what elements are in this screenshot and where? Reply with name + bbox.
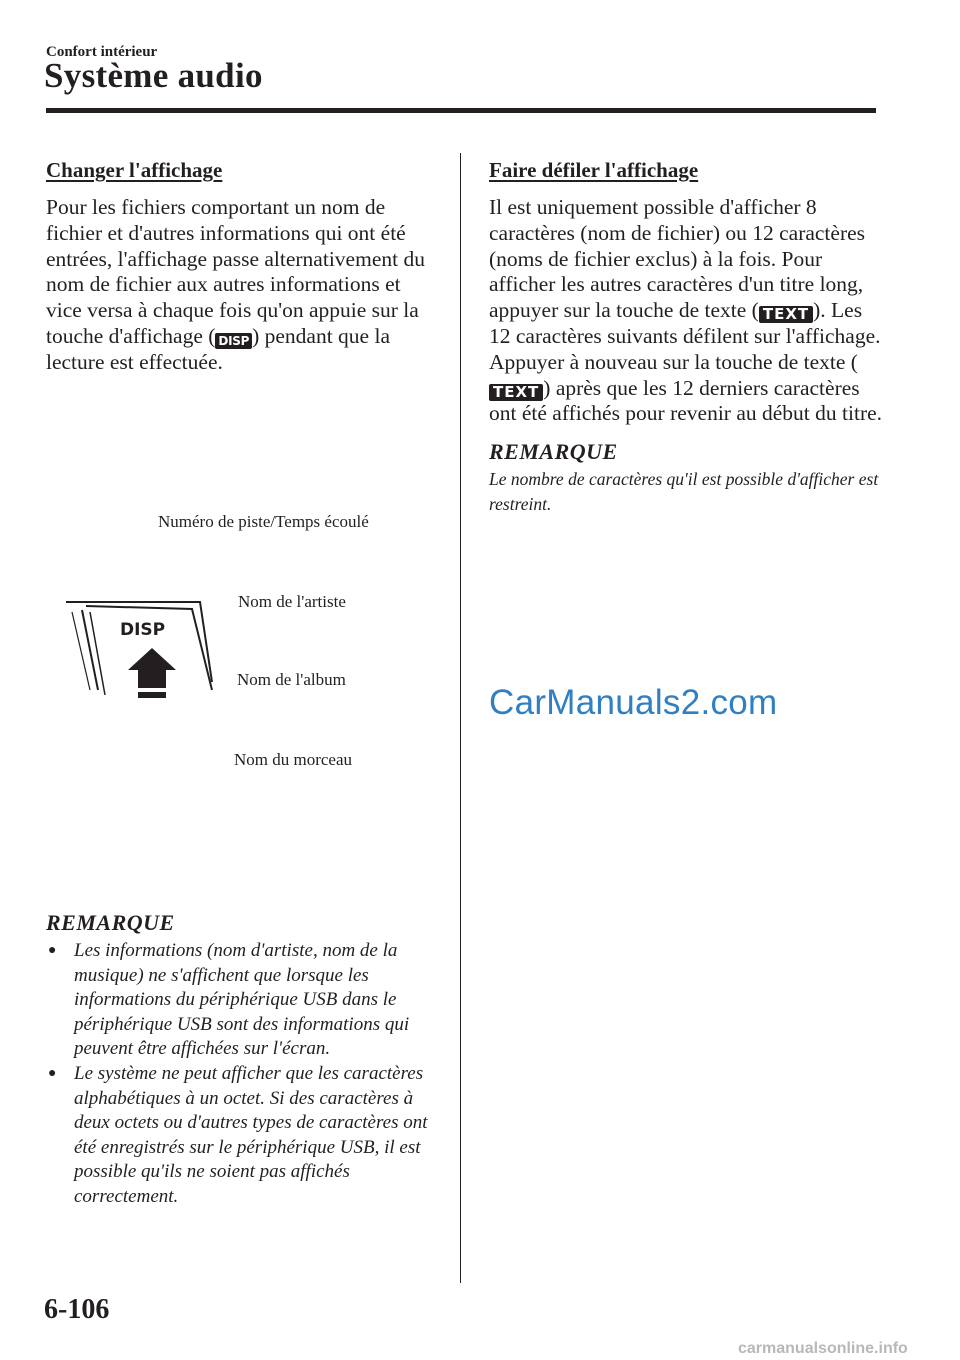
remark-text: Le système ne peut afficher que les caractères alphabétiques à un octet. Si des caractères à deux octets ou d'autres types de caractères ont été enregistrés sur le périphérique USB, il est possible qu'ils ne soient pas affichés correctement. xyxy=(74,1062,428,1207)
section-heading-change-display: Changer l'affichage xyxy=(46,158,223,182)
paragraph-text: ). Les 12 caractères suivants défilent sur l'affichage. Appuyer à nouveau sur la touche de texte ( xyxy=(489,298,881,374)
scroll-display-paragraph xyxy=(489,195,884,427)
text-key-icon: TEXT xyxy=(759,306,813,323)
disp-key-icon: DISP xyxy=(215,333,252,349)
column-divider xyxy=(460,153,461,1283)
section-label: Confort intérieur xyxy=(46,44,158,60)
remark-list xyxy=(46,939,446,1210)
page-number: 6-106 xyxy=(44,1294,110,1325)
page-title: Système audio xyxy=(44,56,263,95)
remark-heading: REMARQUE xyxy=(46,910,175,935)
bullet-icon: ● xyxy=(48,943,57,958)
label-track-elapsed: Numéro de piste/Temps écoulé xyxy=(158,512,369,531)
disp-button-illustration xyxy=(60,590,240,800)
section-heading-scroll-display: Faire défiler l'affichage xyxy=(489,158,699,182)
footer-site-watermark: carmanualsonline.info xyxy=(738,1340,908,1357)
remark-text: Les informations (nom d'artiste, nom de la musique) ne s'affichent que lorsque les informations du périphérique USB dans le périphérique USB sont des informations qui peuvent être affichées sur l'écran. xyxy=(74,940,410,1060)
left-remark xyxy=(46,910,446,1210)
text-key-icon: TEXT xyxy=(489,384,543,401)
remark-heading: REMARQUE xyxy=(489,439,618,465)
disp-button-label: DISP xyxy=(120,620,166,640)
change-display-paragraph xyxy=(46,195,441,376)
paragraph-text: Pour les fichiers comportant un nom de fichier et d'autres informations qui ont été entrées, l'affichage passe alternativement du nom de fichier aux autres informations et vice versa à chaque fois qu'on appuie sur la touche d'affichage ( xyxy=(46,195,425,348)
remark-item xyxy=(46,939,446,1062)
label-song-name: Nom du morceau xyxy=(234,750,353,769)
paragraph-text: ) pendant que la lecture est effectuée. xyxy=(46,323,390,374)
left-column xyxy=(46,158,441,376)
bullet-icon: ● xyxy=(48,1065,57,1081)
label-artist-name: Nom de l'artiste xyxy=(238,592,346,611)
label-album-name: Nom de l'album xyxy=(237,670,346,689)
watermark-logo: CarManuals2.com xyxy=(489,683,778,722)
remark-text: Le nombre de caractères qu'il est possible d'afficher est restreint. xyxy=(489,469,879,515)
remark-item xyxy=(46,1062,446,1210)
paragraph-text: Il est uniquement possible d'afficher 8 caractères (nom de fichier) ou 12 caractères (noms de fichier exclus) à la fois. Pour afficher les autres caractères d'un titre long, appuyer sur la touche de texte ( xyxy=(489,195,866,323)
disp-diagram xyxy=(50,500,450,790)
title-rule xyxy=(46,108,876,113)
paragraph-text: ) après que les 12 derniers caractères ont été affichés pour revenir au début du titre. xyxy=(489,375,883,426)
right-column xyxy=(489,158,884,517)
